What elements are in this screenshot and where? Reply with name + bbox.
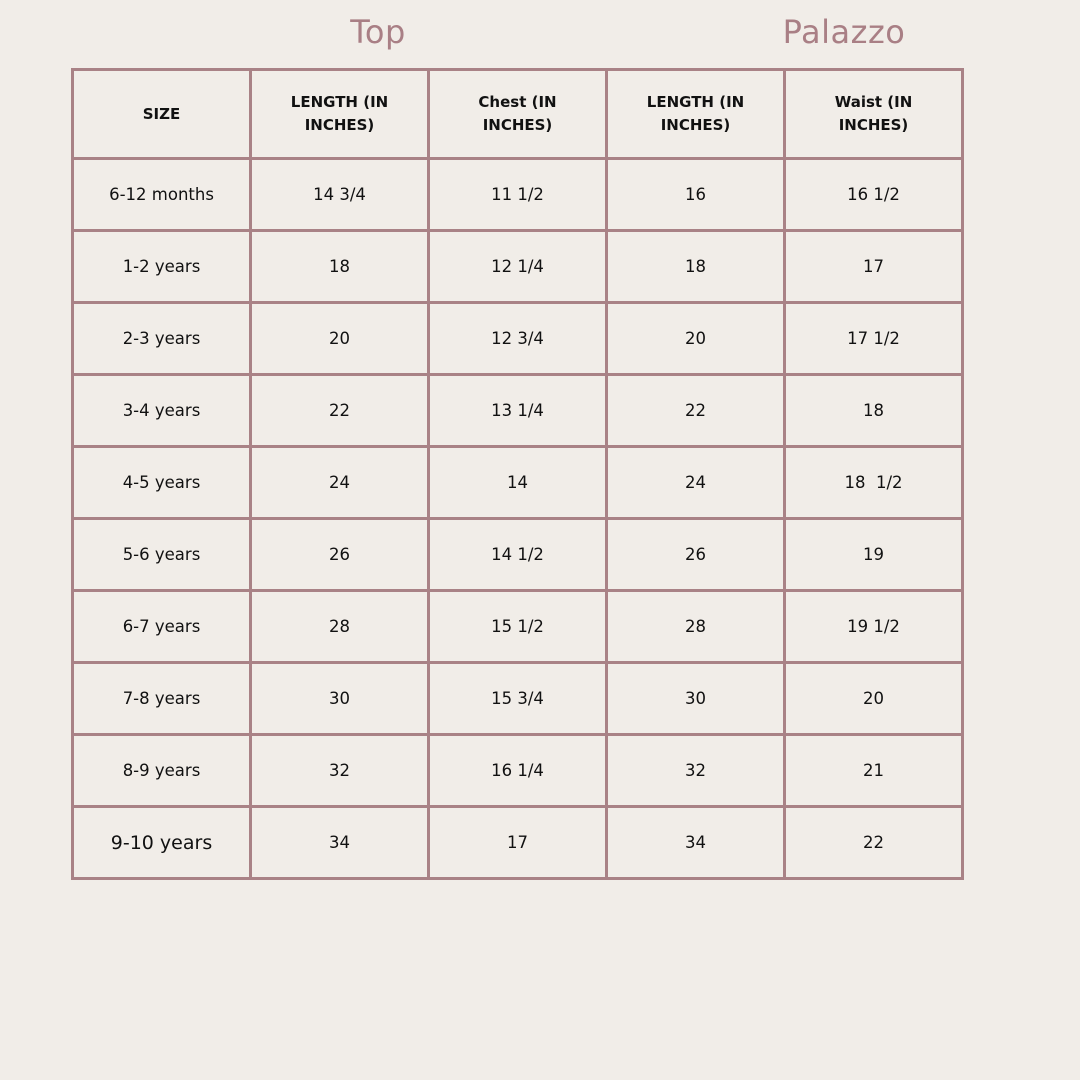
size-cell: 2-3 years (73, 303, 251, 375)
top-length-cell: 32 (251, 735, 429, 807)
size-cell: 5-6 years (73, 519, 251, 591)
top-length-cell: 14 3/4 (251, 159, 429, 231)
top-length-cell: 24 (251, 447, 429, 519)
table-row (73, 735, 963, 807)
waist-cell: 20 (785, 663, 963, 735)
waist-cell: 18 (785, 375, 963, 447)
palazzo-length-cell: 34 (607, 807, 785, 879)
waist-cell: 21 (785, 735, 963, 807)
waist-cell: 19 (785, 519, 963, 591)
size-cell: 6-7 years (73, 591, 251, 663)
palazzo-length-cell: 26 (607, 519, 785, 591)
table-row (73, 807, 963, 879)
size-cell: 9-10 years (73, 807, 251, 879)
chest-cell: 13 1/4 (429, 375, 607, 447)
size-cell: 1-2 years (73, 231, 251, 303)
table-row (73, 231, 963, 303)
chest-cell: 15 3/4 (429, 663, 607, 735)
palazzo-length-cell: 30 (607, 663, 785, 735)
palazzo-length-cell: 18 (607, 231, 785, 303)
top-section-title: Top (350, 13, 406, 51)
chest-cell: 15 1/2 (429, 591, 607, 663)
palazzo-section-title: Palazzo (782, 13, 906, 51)
top-length-cell: 20 (251, 303, 429, 375)
waist-cell: 18 1/2 (785, 447, 963, 519)
size-chart-table (71, 68, 964, 880)
palazzo-length-cell: 16 (607, 159, 785, 231)
size-cell: 8-9 years (73, 735, 251, 807)
chest-cell: 14 1/2 (429, 519, 607, 591)
size-cell: 6-12 months (73, 159, 251, 231)
chest-cell: 16 1/4 (429, 735, 607, 807)
size-cell: 7-8 years (73, 663, 251, 735)
size-cell: 3-4 years (73, 375, 251, 447)
top-length-cell: 30 (251, 663, 429, 735)
top-length-cell: 28 (251, 591, 429, 663)
top-length-cell: 34 (251, 807, 429, 879)
table-row (73, 447, 963, 519)
header-top-chest: Chest (IN INCHES) (429, 70, 607, 159)
chest-cell: 12 1/4 (429, 231, 607, 303)
palazzo-length-cell: 22 (607, 375, 785, 447)
table-row (73, 159, 963, 231)
header-size: SIZE (73, 70, 251, 159)
table-row (73, 303, 963, 375)
chest-cell: 14 (429, 447, 607, 519)
palazzo-length-cell: 32 (607, 735, 785, 807)
chest-cell: 11 1/2 (429, 159, 607, 231)
chest-cell: 17 (429, 807, 607, 879)
size-cell: 4-5 years (73, 447, 251, 519)
waist-cell: 19 1/2 (785, 591, 963, 663)
waist-cell: 17 1/2 (785, 303, 963, 375)
table-row (73, 519, 963, 591)
waist-cell: 17 (785, 231, 963, 303)
palazzo-length-cell: 24 (607, 447, 785, 519)
header-top-length: LENGTH (IN INCHES) (251, 70, 429, 159)
top-length-cell: 22 (251, 375, 429, 447)
waist-cell: 22 (785, 807, 963, 879)
header-palazzo-waist: Waist (IN INCHES) (785, 70, 963, 159)
palazzo-length-cell: 28 (607, 591, 785, 663)
top-length-cell: 18 (251, 231, 429, 303)
waist-cell: 16 1/2 (785, 159, 963, 231)
table-row (73, 375, 963, 447)
table-row (73, 663, 963, 735)
table-header-row (73, 70, 963, 159)
header-palazzo-length: LENGTH (IN INCHES) (607, 70, 785, 159)
chest-cell: 12 3/4 (429, 303, 607, 375)
table-row (73, 591, 963, 663)
top-length-cell: 26 (251, 519, 429, 591)
palazzo-length-cell: 20 (607, 303, 785, 375)
